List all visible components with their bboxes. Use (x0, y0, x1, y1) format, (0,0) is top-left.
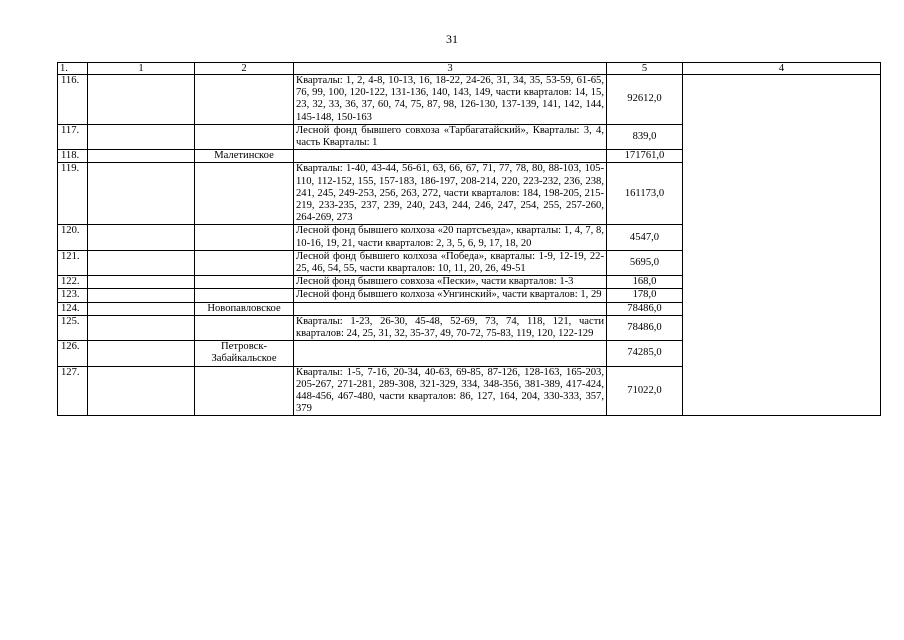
cell-settlement (195, 163, 294, 225)
cell-area: 168,0 (607, 276, 683, 289)
cell-settlement (195, 289, 294, 302)
cell-area: 5695,0 (607, 250, 683, 275)
cell-settlement (195, 250, 294, 275)
header-cell: 5 (607, 63, 683, 75)
cell-description: Лесной фонд бывшего колхоза «Победа», кварталы: 1-9, 12-19, 22-25, 46, 54, 55, части кварталов: 10, 11, 20, 26, 49-51 (294, 250, 607, 275)
header-cell: 1. (58, 63, 88, 75)
row-number: 119. (58, 163, 88, 225)
row-number: 116. (58, 75, 88, 125)
row-number: 127. (58, 366, 88, 416)
cell-area: 74285,0 (607, 341, 683, 366)
row-number: 124. (58, 302, 88, 315)
cell-description: Лесной фонд бывшего совхоза «Пески», части кварталов: 1-3 (294, 276, 607, 289)
cell-col1 (88, 250, 195, 275)
cell-description: Кварталы: 1, 2, 4-8, 10-13, 16, 18-22, 24-26, 31, 34, 35, 53-59, 61-65, 76, 99, 100, 120-122, 131-136, 140, 143, 149, части кварталов: 14, 15, 23, 32, 33, 36, 37, 60, 74, 75, 87, 98, 126-130, 137-139, 141, 142, 144, 145-148, 150-163 (294, 75, 607, 125)
cell-area: 92612,0 (607, 75, 683, 125)
cell-area: 161173,0 (607, 163, 683, 225)
cell-description (294, 341, 607, 366)
header-cell: 2 (195, 63, 294, 75)
cell-settlement: Малетинское (195, 150, 294, 163)
cell-col1 (88, 225, 195, 250)
cell-description (294, 302, 607, 315)
cell-settlement: Новопавловское (195, 302, 294, 315)
row-number: 122. (58, 276, 88, 289)
cell-col4 (683, 75, 881, 416)
cell-description (294, 150, 607, 163)
row-number: 121. (58, 250, 88, 275)
row-number: 117. (58, 124, 88, 149)
cell-description: Кварталы: 1-23, 26-30, 45-48, 52-69, 73, 74, 118, 121, части кварталов: 24, 25, 31, 32, 35-37, 49, 70-72, 75-83, 119, 120, 122-129 (294, 315, 607, 340)
page-number: 31 (446, 32, 458, 46)
row-number: 118. (58, 150, 88, 163)
cell-settlement (195, 225, 294, 250)
table-header-row (58, 63, 881, 75)
cell-settlement (195, 276, 294, 289)
cell-col1 (88, 150, 195, 163)
cell-area: 78486,0 (607, 315, 683, 340)
cell-description: Кварталы: 1-5, 7-16, 20-34, 40-63, 69-85, 87-126, 128-163, 165-203, 205-267, 271-281, 289-308, 321-329, 334, 348-356, 381-389, 417-424, 448-456, 467-480, части кварталов: 86, 127, 164, 204, 330-333, 357, 379 (294, 366, 607, 416)
cell-area: 4547,0 (607, 225, 683, 250)
cell-settlement (195, 315, 294, 340)
forest-fund-table (57, 62, 881, 416)
row-number: 123. (58, 289, 88, 302)
cell-area: 178,0 (607, 289, 683, 302)
cell-settlement (195, 366, 294, 416)
cell-settlement: Петровск-Забайкальское (195, 341, 294, 366)
cell-area: 171761,0 (607, 150, 683, 163)
row-number: 125. (58, 315, 88, 340)
cell-description: Лесной фонд бывшего колхоза «Унгинский», части кварталов: 1, 29 (294, 289, 607, 302)
table-row (58, 75, 881, 125)
cell-area: 71022,0 (607, 366, 683, 416)
cell-area: 78486,0 (607, 302, 683, 315)
cell-col1 (88, 124, 195, 149)
cell-description: Лесной фонд бывшего колхоза «20 партсъезда», кварталы: 1, 4, 7, 8, 10-16, 19, 21, части кварталов: 2, 3, 5, 6, 9, 17, 18, 20 (294, 225, 607, 250)
cell-description: Кварталы: 1-40, 43-44, 56-61, 63, 66, 67, 71, 77, 78, 80, 88-103, 105-110, 112-152, 155, 157-183, 186-197, 208-214, 220, 223-232, 236, 238, 241, 245, 249-253, 256, 263, 272, части кварталов: 184, 198-205, 215-219, 233-235, 237, 239, 240, 243, 244, 246, 247, 254, 255, 257-260, 264-269, 273 (294, 163, 607, 225)
cell-col1 (88, 163, 195, 225)
header-cell: 1 (88, 63, 195, 75)
row-number: 120. (58, 225, 88, 250)
cell-col1 (88, 75, 195, 125)
header-cell: 3 (294, 63, 607, 75)
cell-area: 839,0 (607, 124, 683, 149)
row-number: 126. (58, 341, 88, 366)
cell-settlement (195, 75, 294, 125)
cell-col1 (88, 315, 195, 340)
cell-col1 (88, 366, 195, 416)
cell-description: Лесной фонд бывшего совхоза «Тарбагатайский», Кварталы: 3, 4, часть Кварталы: 1 (294, 124, 607, 149)
cell-col1 (88, 341, 195, 366)
cell-col1 (88, 302, 195, 315)
cell-col1 (88, 276, 195, 289)
header-cell: 4 (683, 63, 881, 75)
cell-settlement (195, 124, 294, 149)
cell-col1 (88, 289, 195, 302)
